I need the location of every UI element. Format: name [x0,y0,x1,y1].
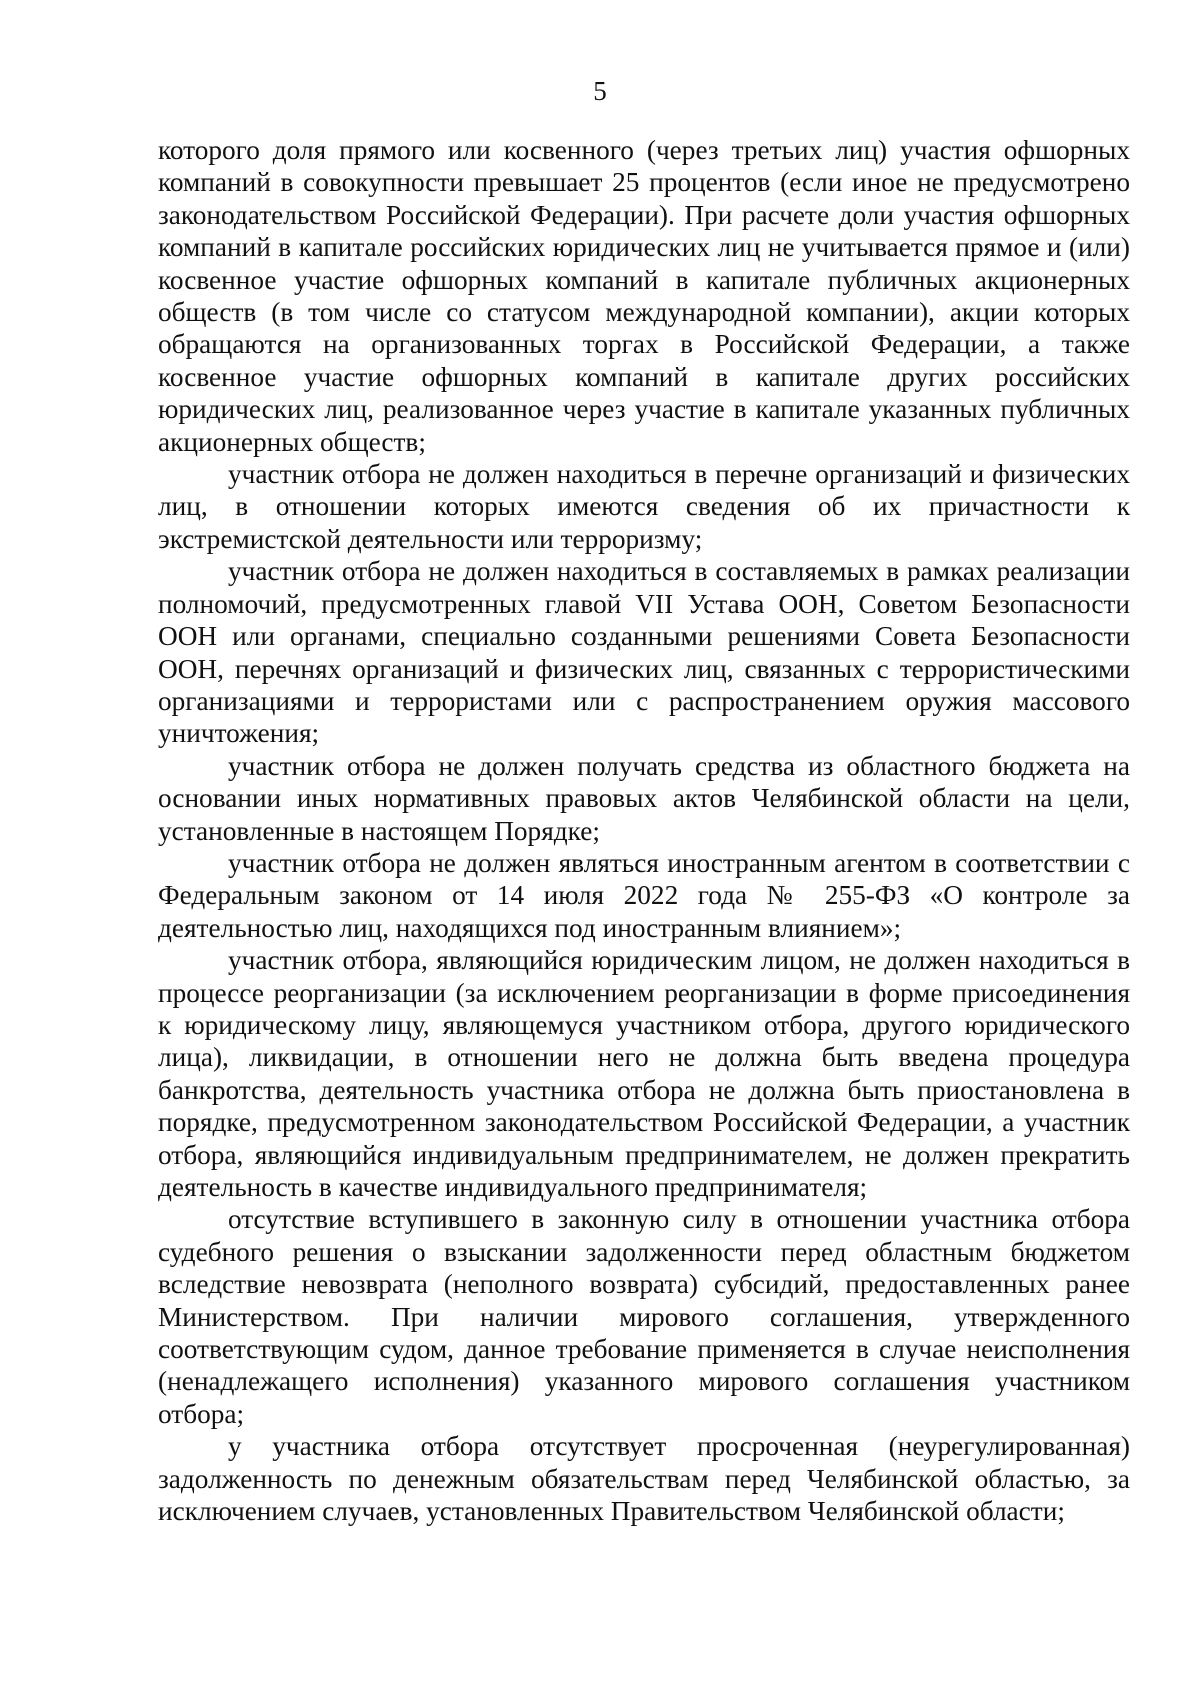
paragraph-offshore-participation: которого доля прямого или косвенного (через третьих лиц) участия офшорных компаний в совокупности превышает 25 процентов (если иное не предусмотрено законодательством Российской Федерации). При расчете доли участия офшорных компаний в капитале российских юридических лиц не учитывается прямое и (или) косвенное участие офшорных компаний в капитале публичных акционерных обществ (в том числе со статусом международной компании), акции которых обращаются на организованных торгах в Российской Федерации, а также косвенное участие офшорных компаний в капитале других российских юридических лиц, реализованное через участие в капитале указанных публичных акционерных обществ; [158,135,1130,457]
paragraph-court-decision-debt: отсутствие вступившего в законную силу в отношении участника отбора судебного решения о взыскании задолженности перед областным бюджетом вследствие невозврата (неполного возврата) субсидий, предоставленных ранее Министерством. При наличии мирового соглашения, утвержденного соответствующим судом, данное требование применяется в случае неисполнения (ненадлежащего исполнения) указанного мирового соглашения участником отбора; [158,1204,1130,1429]
paragraph-foreign-agent: участник отбора не должен являться иностранным агентом в соответствии с Федеральным законом от 14 июля 2022 года № 255-ФЗ «О контроле за деятельностью лиц, находящихся под иностранным влиянием»; [158,847,1130,943]
page-number: 5 [593,76,607,106]
paragraph-un-security-council-lists: участник отбора не должен находиться в составляемых в рамках реализации полномочий, предусмотренных главой VII Устава ООН, Советом Безопасности ООН или органами, специально созданными решениями Совета Безопасности ООН, перечнях организаций и физических лиц, связанных с террористическими организациями и террористами или с распространением оружия массового уничтожения; [158,556,1130,749]
paragraph-extremism-list: участник отбора не должен находиться в перечне организаций и физических лиц, в отношении которых имеются сведения об их причастности к экстремистской деятельности или терроризму; [158,459,1130,554]
paragraph-overdue-debt: у участника отбора отсутствует просроченная (неурегулированная) задолженность по денежным обязательствам перед Челябинской областью, за исключением случаев, установленных Правительством Челябинской области; [158,1431,1130,1527]
paragraph-reorganization-liquidation: участник отбора, являющийся юридическим лицом, не должен находиться в процессе реорганизации (за исключением реорганизации в форме присоединения к юридическому лицу, являющемуся участником отбора, другого юридического лица), ликвидации, в отношении него не должна быть введена процедура банкротства, деятельность участника отбора не должна быть приостановлена в порядке, предусмотренном законодательством Российской Федерации, а участник отбора, являющийся индивидуальным предпринимателем, не должен прекратить деятельность в качестве индивидуального предпринимателя; [158,945,1130,1202]
document-body [158,134,1130,1527]
paragraph-no-other-budget-funds: участник отбора не должен получать средства из областного бюджета на основании иных нормативных правовых актов Челябинской области на цели, установленные в настоящем Порядке; [158,750,1130,846]
